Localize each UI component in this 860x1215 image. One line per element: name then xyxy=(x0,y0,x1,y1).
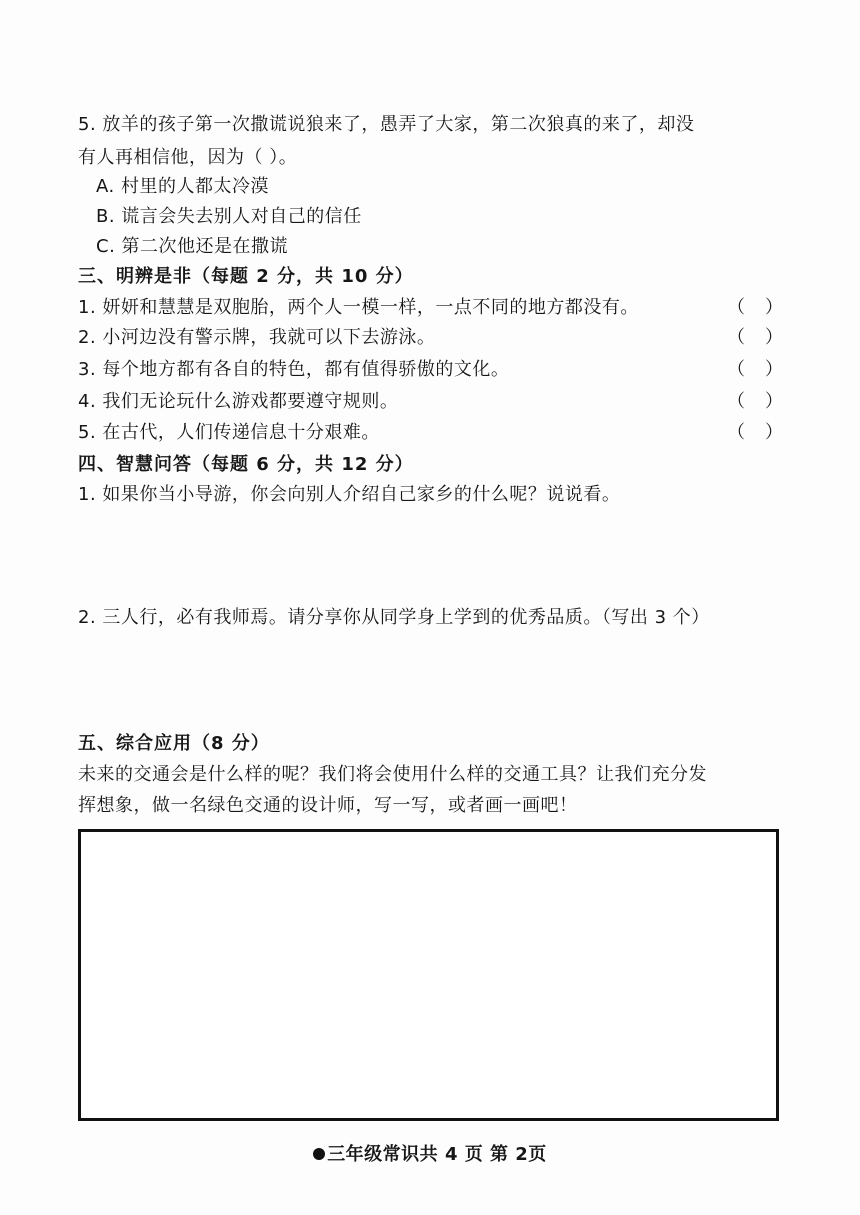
section-3-item-1: 1. 妍妍和慧慧是双胞胎，两个人一模一样，一点不同的地方都没有。 xyxy=(78,297,639,318)
paren-open: （ xyxy=(727,391,745,412)
section-3-item-2: 2. 小河边没有警示牌，我就可以下去游泳。 xyxy=(78,327,436,348)
drawing-answer-box[interactable] xyxy=(78,829,779,1121)
answer-blank-3[interactable] xyxy=(727,357,783,383)
section-3-item-4: 4. 我们无论玩什么游戏都要遵守规则。 xyxy=(78,391,399,412)
answer-blank-2[interactable] xyxy=(727,325,783,351)
paren-close: ） xyxy=(765,391,783,412)
question-5-line-1: 5. 放羊的孩子第一次撒谎说狼来了，愚弄了大家，第二次狼真的来了，却没 xyxy=(78,114,695,135)
paren-open: （ xyxy=(727,327,745,348)
paren-close: ） xyxy=(765,327,783,348)
section-5-prompt-line-1: 未来的交通会是什么样的呢？我们将会使用什么样的交通工具？让我们充分发 xyxy=(78,764,707,785)
section-5-heading: 五、综合应用（8 分） xyxy=(78,733,270,754)
question-5-line-2: 有人再相信他，因为（ ）。 xyxy=(78,147,298,168)
section-3-heading: 三、明辨是非（每题 2 分，共 10 分） xyxy=(78,266,414,287)
answer-blank-4[interactable] xyxy=(727,389,783,415)
page-footer xyxy=(0,1140,860,1166)
footer-text: 三年级常识共 4 页 第 2页 xyxy=(327,1144,547,1165)
section-4-question-2: 2. 三人行，必有我师焉。请分享你从同学身上学到的优秀品质。（写出 3 个） xyxy=(78,607,710,628)
paren-open: （ xyxy=(727,422,745,443)
paren-open: （ xyxy=(727,297,745,318)
section-3-item-3: 3. 每个地方都有各自的特色，都有值得骄傲的文化。 xyxy=(78,359,510,380)
section-3-item-5: 5. 在古代，人们传递信息十分艰难。 xyxy=(78,422,380,443)
answer-blank-1[interactable] xyxy=(727,295,783,321)
section-4-heading: 四、智慧问答（每题 6 分，共 12 分） xyxy=(78,454,414,475)
paren-close: ） xyxy=(765,359,783,380)
question-5-option-a: A. 村里的人都太冷漠 xyxy=(96,176,269,197)
bullet-dot-icon xyxy=(313,1148,325,1160)
section-5-prompt-line-2: 挥想象，做一名绿色交通的设计师，写一写，或者画一画吧！ xyxy=(78,795,578,816)
paren-open: （ xyxy=(727,359,745,380)
question-5-option-b: B. 谎言会失去别人对自己的信任 xyxy=(96,206,362,227)
paren-close: ） xyxy=(765,422,783,443)
question-5-option-c: C. 第二次他还是在撒谎 xyxy=(96,236,289,257)
section-4-question-1: 1. 如果你当小导游，你会向别人介绍自己家乡的什么呢？说说看。 xyxy=(78,484,621,505)
paren-close: ） xyxy=(765,297,783,318)
answer-blank-5[interactable] xyxy=(727,420,783,446)
